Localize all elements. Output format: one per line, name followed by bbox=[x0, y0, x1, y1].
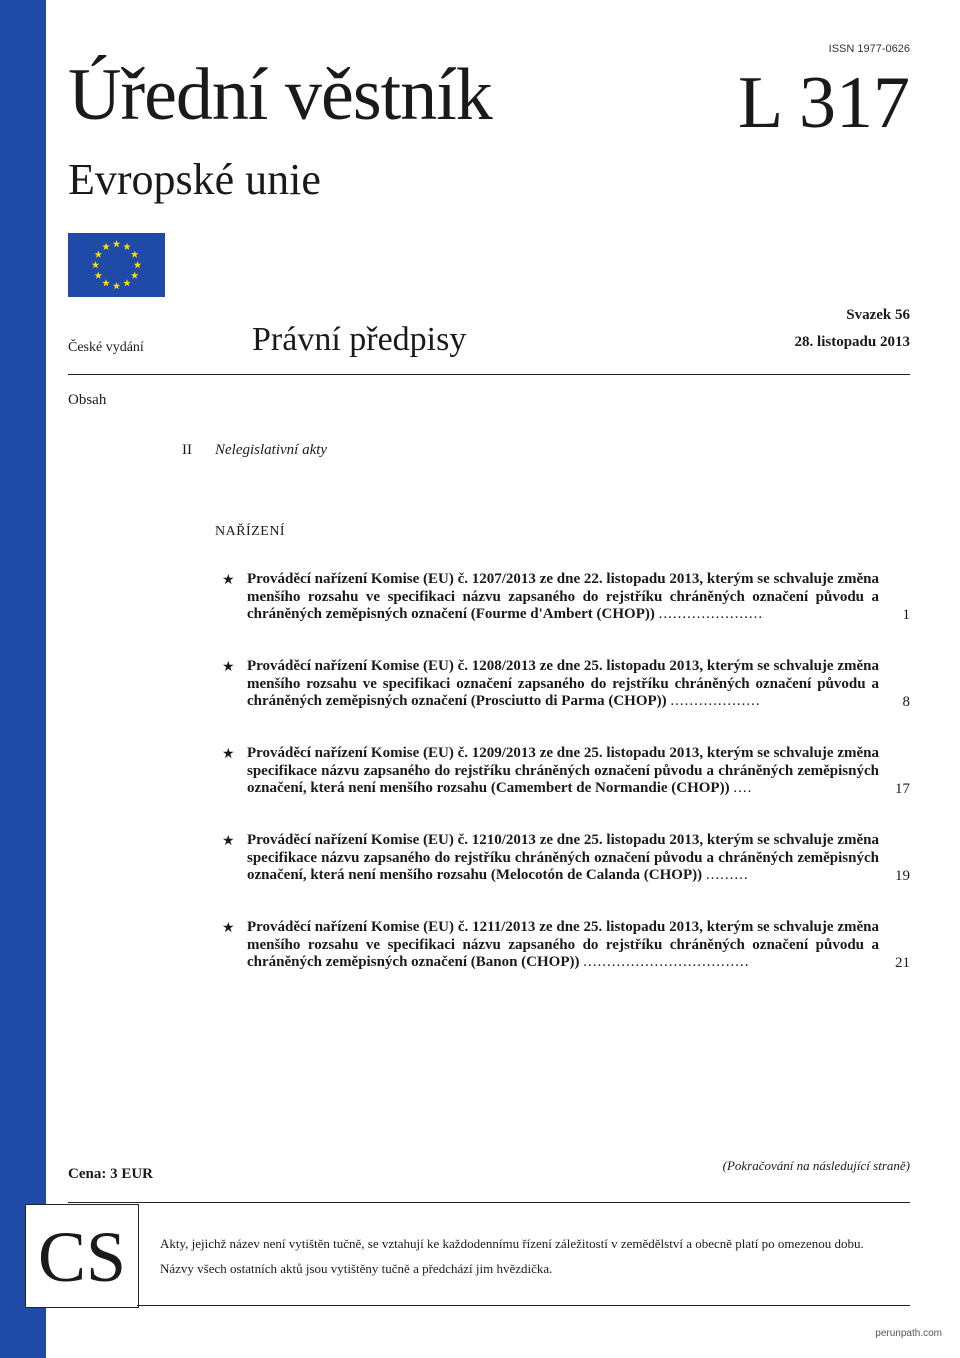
flag-star-icon bbox=[113, 282, 121, 289]
star-icon: ★ bbox=[222, 747, 235, 762]
entry-page-number: 21 bbox=[895, 954, 910, 971]
language-code-box: CS bbox=[25, 1204, 139, 1308]
part-numeral: II bbox=[182, 442, 192, 458]
entry-title: Prováděcí nařízení Komise (EU) č. 1210/2013 ze dne 25. listopadu 2013, kterým se schvaluje změna specifikace názvu zapsaného do rejstříku chráněných označení původu a chráněných zeměpisných označení, která není menšího rozsahu (Melocotón de Calanda (CHOP)) bbox=[247, 832, 879, 883]
flag-star-icon bbox=[95, 251, 103, 258]
entry-title: Prováděcí nařízení Komise (EU) č. 1211/2013 ze dne 25. listopadu 2013, kterým se schvaluje změna menšího rozsahu ve specifikaci názvu zapsaného do rejstříku chráněných označení původu a chráněných zeměpisných označení (Banon (CHOP)) bbox=[247, 919, 879, 970]
journal-subtitle: Evropské unie bbox=[68, 155, 321, 204]
dot-leader: ...................... bbox=[658, 606, 764, 622]
entry-title: Prováděcí nařízení Komise (EU) č. 1207/2013 ze dne 22. listopadu 2013, kterým se schvaluje změna menšího rozsahu ve specifikaci názvu zapsaného do rejstříku chráněných označení původu a chráněných zeměpisných označení (Fourme d'Ambert (CHOP)) bbox=[247, 571, 879, 622]
continued-note: (Pokračování na následující straně) bbox=[722, 1158, 910, 1173]
volume-number: Svazek 56 bbox=[846, 307, 910, 323]
flag-star-icon bbox=[123, 243, 131, 250]
footer-top-divider bbox=[68, 1202, 910, 1203]
issue-number: L 317 bbox=[738, 62, 910, 144]
entry-title: Prováděcí nařízení Komise (EU) č. 1209/2013 ze dne 25. listopadu 2013, kterým se schvaluje změna specifikace názvu zapsaného do rejstříku chráněných označení původu a chráněných zeměpisných označení, která není menšího rozsahu (Camembert de Normandie (CHOP)) bbox=[247, 745, 879, 796]
flag-star-icon bbox=[113, 240, 121, 247]
flag-star-icon bbox=[123, 279, 131, 286]
flag-star-icon bbox=[102, 279, 110, 286]
footnote-line-2: Názvy všech ostatních aktů jsou vytištěny tučně a předchází jim hvězdička. bbox=[160, 1261, 553, 1276]
flag-star-icon bbox=[131, 251, 139, 258]
category-heading: NAŘÍZENÍ bbox=[215, 524, 286, 539]
contents-label: Obsah bbox=[68, 392, 107, 408]
dot-leader: ................... bbox=[670, 693, 761, 709]
entry-page-number: 8 bbox=[902, 693, 910, 710]
contents-entry[interactable] bbox=[222, 745, 910, 798]
contents-entry[interactable] bbox=[222, 919, 910, 972]
edition-label: České vydání bbox=[68, 340, 144, 355]
entry-page-number: 1 bbox=[902, 606, 910, 623]
journal-title: Úřední věstník bbox=[68, 54, 492, 136]
star-icon: ★ bbox=[222, 660, 235, 675]
issue-date: 28. listopadu 2013 bbox=[794, 334, 910, 350]
price-label: Cena: 3 EUR bbox=[68, 1166, 153, 1182]
entry-page-number: 19 bbox=[895, 867, 910, 884]
footnote-line-1: Akty, jejichž název není vytištěn tučně, se vztahují ke každodennímu řízení záležitostí v zemědělství a obecně platí po omezenou dobu. bbox=[160, 1236, 864, 1251]
star-icon: ★ bbox=[222, 573, 235, 588]
eu-flag-icon bbox=[68, 233, 165, 297]
dot-leader: ................................... bbox=[583, 954, 750, 970]
flag-star-icon bbox=[95, 272, 103, 279]
entry-page-number: 17 bbox=[895, 780, 910, 797]
footer-bottom-divider bbox=[137, 1305, 910, 1306]
flag-star-icon bbox=[92, 261, 100, 268]
contents-entry[interactable] bbox=[222, 658, 910, 711]
contents-entry[interactable] bbox=[222, 571, 910, 624]
dot-leader: ......... bbox=[705, 867, 749, 883]
contents-entry[interactable] bbox=[222, 832, 910, 885]
flag-star-icon bbox=[102, 243, 110, 250]
flag-star-icon bbox=[131, 272, 139, 279]
header-divider bbox=[68, 374, 910, 375]
dot-leader: .... bbox=[733, 780, 753, 796]
issn-number: ISSN 1977-0626 bbox=[828, 43, 910, 55]
entry-title: Prováděcí nařízení Komise (EU) č. 1208/2013 ze dne 25. listopadu 2013, kterým se schvaluje změna menšího rozsahu ve specifikaci označení zapsaného do rejstříku chráněných označení původu a chráněných zeměpisných označení (Prosciutto di Parma (CHOP)) bbox=[247, 658, 879, 709]
section-title: Právní předpisy bbox=[252, 321, 467, 358]
star-icon: ★ bbox=[222, 921, 235, 936]
watermark: perunpath.com bbox=[875, 1328, 942, 1339]
blue-side-bar bbox=[0, 0, 46, 1358]
flag-star-icon bbox=[134, 261, 142, 268]
part-title: Nelegislativní akty bbox=[215, 442, 328, 458]
star-icon: ★ bbox=[222, 834, 235, 849]
